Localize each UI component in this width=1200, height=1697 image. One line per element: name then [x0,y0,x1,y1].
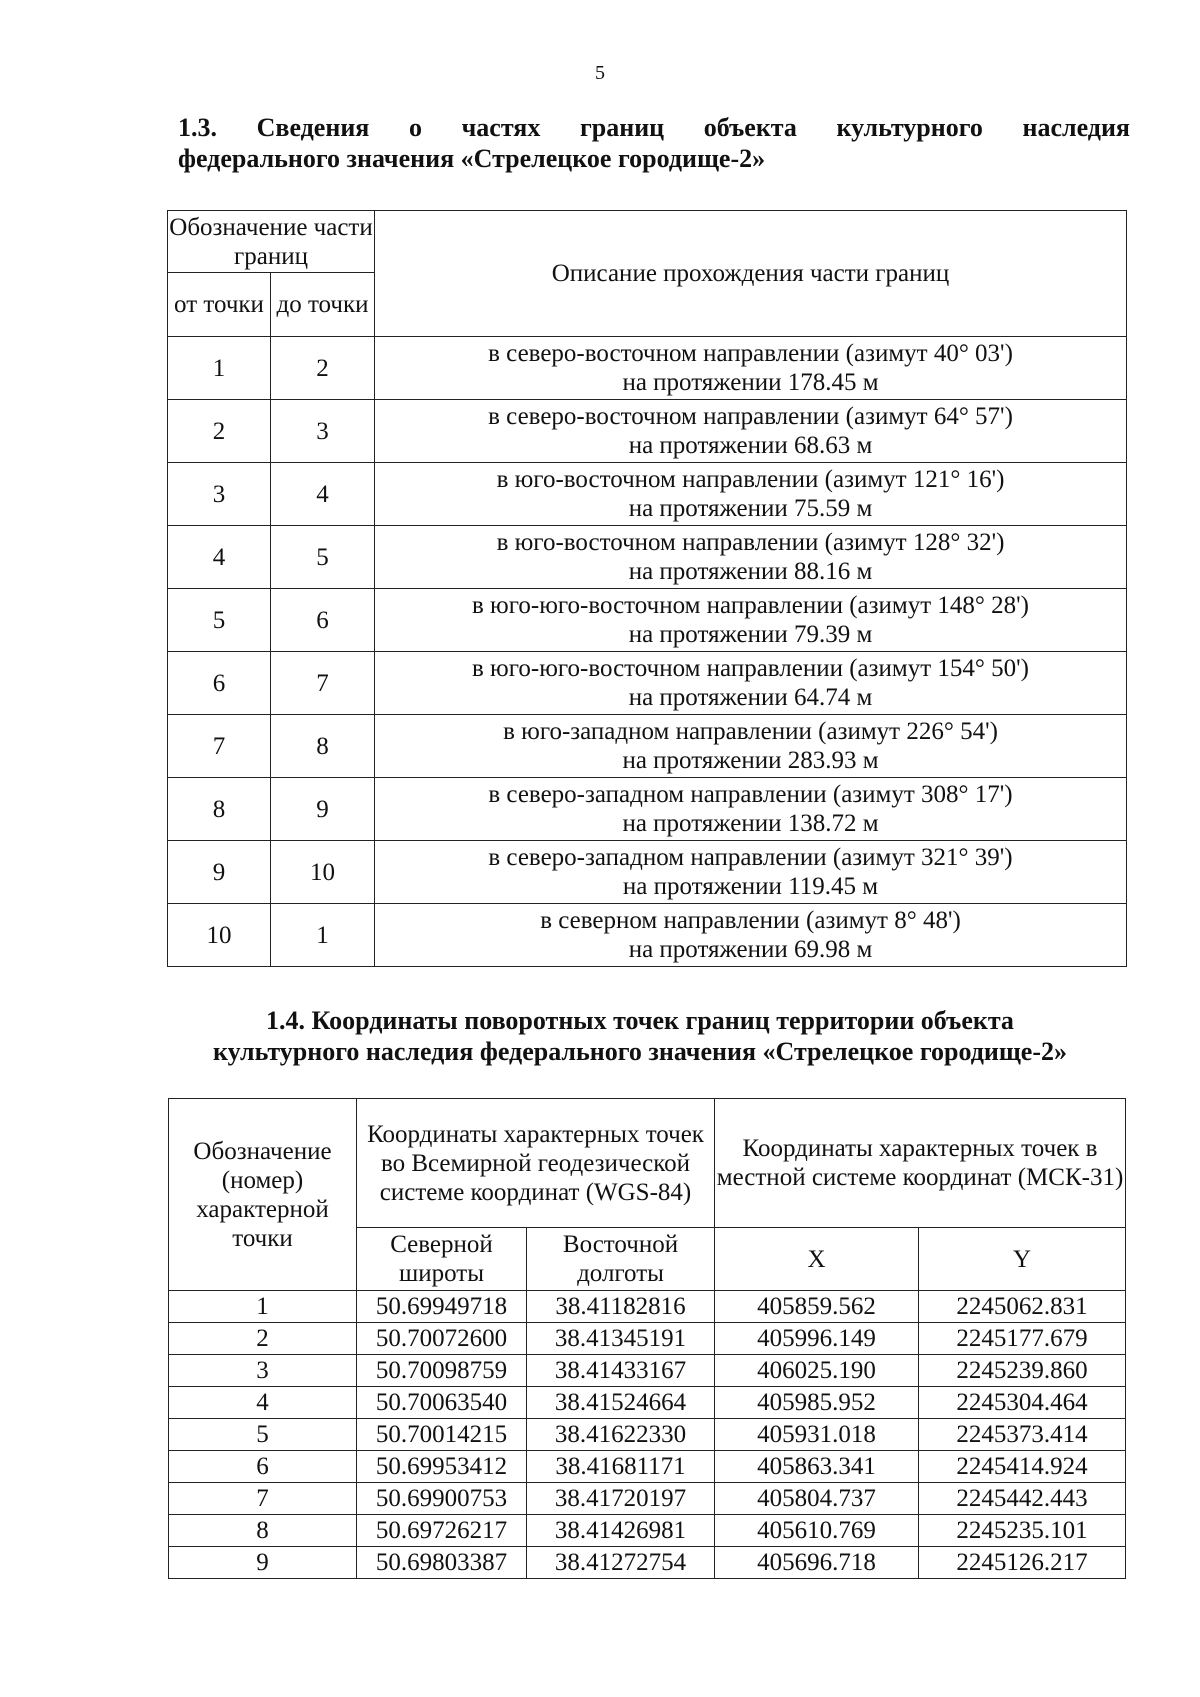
x-value: 405931.018 [715,1419,919,1451]
latitude-value: 50.70098759 [357,1355,527,1387]
table-row [169,1547,1126,1579]
point-number: 9 [169,1547,357,1579]
to-point: 8 [271,715,375,778]
longitude-value: 38.41622330 [527,1419,715,1451]
table-row [169,1323,1126,1355]
boundary-description [375,526,1127,589]
table-row [168,589,1127,652]
latitude-value: 50.69900753 [357,1483,527,1515]
length-text: на протяжении 88.16 м [628,558,873,585]
page-number: 5 [595,62,605,84]
msk31-header: Координаты характерных точек в местной системе координат (МСК-31) [715,1099,1126,1228]
coordinates-table [168,1098,1126,1579]
latitude-value: 50.69949718 [357,1291,527,1323]
longitude-value: 38.41345191 [527,1323,715,1355]
from-point-header: от точки [168,273,271,337]
table-row [169,1291,1126,1323]
table-row [168,715,1127,778]
x-value: 405996.149 [715,1323,919,1355]
from-point: 6 [168,652,271,715]
longitude-value: 38.41182816 [527,1291,715,1323]
longitude-value: 38.41272754 [527,1547,715,1579]
length-text: на протяжении 119.45 м [622,873,879,900]
x-value: 406025.190 [715,1355,919,1387]
point-number: 6 [169,1451,357,1483]
from-point: 9 [168,841,271,904]
length-text: на протяжении 75.59 м [628,495,873,522]
to-point: 4 [271,463,375,526]
table-row [168,463,1127,526]
table-row [169,1451,1126,1483]
latitude-value: 50.69726217 [357,1515,527,1547]
y-value: 2245062.831 [919,1291,1126,1323]
point-number: 5 [169,1419,357,1451]
to-point-header: до точки [271,273,375,337]
y-value: 2245177.679 [919,1323,1126,1355]
to-point: 5 [271,526,375,589]
boundary-parts-table [167,210,1127,967]
point-number: 3 [169,1355,357,1387]
from-point: 2 [168,400,271,463]
latitude-value: 50.69803387 [357,1547,527,1579]
boundary-description [375,589,1127,652]
from-point: 4 [168,526,271,589]
section-1-4-title [150,1005,1130,1067]
to-point: 2 [271,337,375,400]
section-1-3-title-line1: 1.3. Сведения о частях границ объекта культурного наследия [178,113,1130,142]
x-value: 405985.952 [715,1387,919,1419]
direction-text: в северо-восточном направлении (азимут 40° 03') [488,340,1013,367]
x-value: 405610.769 [715,1515,919,1547]
length-text: на протяжении 68.63 м [628,432,873,459]
description-header: Описание прохождения части границ [375,211,1127,337]
y-value: 2245304.464 [919,1387,1126,1419]
longitude-value: 38.41681171 [527,1451,715,1483]
latitude-header: Северной широты [357,1228,527,1291]
table-row [168,400,1127,463]
direction-text: в юго-западном направлении (азимут 226° 54') [503,718,998,745]
y-value: 2245442.443 [919,1483,1126,1515]
direction-text: в юго-юго-восточном направлении (азимут 148° 28') [472,592,1029,619]
length-text: на протяжении 178.45 м [622,369,879,396]
wgs84-header: Координаты характерных точек во Всемирной геодезической системе координат (WGS-84) [357,1099,715,1228]
boundary-description [375,463,1127,526]
x-value: 405863.341 [715,1451,919,1483]
x-value: 405804.737 [715,1483,919,1515]
y-header: Y [919,1228,1126,1291]
length-text: на протяжении 283.93 м [622,747,879,774]
y-value: 2245126.217 [919,1547,1126,1579]
from-point: 3 [168,463,271,526]
y-value: 2245239.860 [919,1355,1126,1387]
latitude-value: 50.70072600 [357,1323,527,1355]
section-1-4-title-line2: культурного наследия федерального значения «Стрелецкое городище-2» [213,1037,1067,1066]
to-point: 3 [271,400,375,463]
length-text: на протяжении 79.39 м [628,621,873,648]
table-row [169,1387,1126,1419]
direction-text: в юго-юго-восточном направлении (азимут 154° 50') [472,655,1029,682]
table-row [169,1419,1126,1451]
y-value: 2245235.101 [919,1515,1126,1547]
y-value: 2245414.924 [919,1451,1126,1483]
direction-text: в северном направлении (азимут 8° 48') [540,907,961,934]
to-point: 10 [271,841,375,904]
to-point: 9 [271,778,375,841]
direction-text: в северо-западном направлении (азимут 321° 39') [488,844,1013,871]
longitude-value: 38.41720197 [527,1483,715,1515]
longitude-value: 38.41426981 [527,1515,715,1547]
table-row [168,652,1127,715]
x-value: 405859.562 [715,1291,919,1323]
table-row [169,1515,1126,1547]
table-row [169,1355,1126,1387]
boundary-description [375,904,1127,967]
longitude-value: 38.41524664 [527,1387,715,1419]
length-text: на протяжении 64.74 м [628,684,873,711]
x-header: X [715,1228,919,1291]
latitude-value: 50.70014215 [357,1419,527,1451]
boundary-description [375,841,1127,904]
table-row [168,841,1127,904]
point-number: 4 [169,1387,357,1419]
table-row [168,337,1127,400]
designation-header: Обозначение части границ [168,211,375,273]
longitude-header: Восточной долготы [527,1228,715,1291]
direction-text: в юго-восточном направлении (азимут 128° 32') [496,529,1005,556]
from-point: 1 [168,337,271,400]
point-number: 1 [169,1291,357,1323]
from-point: 8 [168,778,271,841]
point-number: 8 [169,1515,357,1547]
from-point: 5 [168,589,271,652]
from-point: 10 [168,904,271,967]
boundary-description [375,337,1127,400]
section-1-4-title-line1: 1.4. Координаты поворотных точек границ территории объекта [266,1006,1014,1035]
direction-text: в юго-восточном направлении (азимут 121° 16') [496,466,1005,493]
section-1-3-title [178,112,1130,174]
from-point: 7 [168,715,271,778]
section-1-3-title-line2: федерального значения «Стрелецкое городище-2» [178,144,766,173]
length-text: на протяжении 138.72 м [622,810,879,837]
table-row [168,904,1127,967]
to-point: 1 [271,904,375,967]
boundary-description [375,778,1127,841]
to-point: 7 [271,652,375,715]
latitude-value: 50.69953412 [357,1451,527,1483]
table-row [169,1483,1126,1515]
table-row [168,526,1127,589]
boundary-description [375,652,1127,715]
point-number: 2 [169,1323,357,1355]
direction-text: в северо-западном направлении (азимут 308° 17') [488,781,1013,808]
direction-text: в северо-восточном направлении (азимут 64° 57') [488,403,1013,430]
x-value: 405696.718 [715,1547,919,1579]
length-text: на протяжении 69.98 м [628,936,873,963]
y-value: 2245373.414 [919,1419,1126,1451]
latitude-value: 50.70063540 [357,1387,527,1419]
boundary-description [375,400,1127,463]
point-number: 7 [169,1483,357,1515]
to-point: 6 [271,589,375,652]
boundary-description [375,715,1127,778]
table-row [168,778,1127,841]
point-number-header: Обозначение (номер) характерной точки [169,1099,357,1291]
longitude-value: 38.41433167 [527,1355,715,1387]
